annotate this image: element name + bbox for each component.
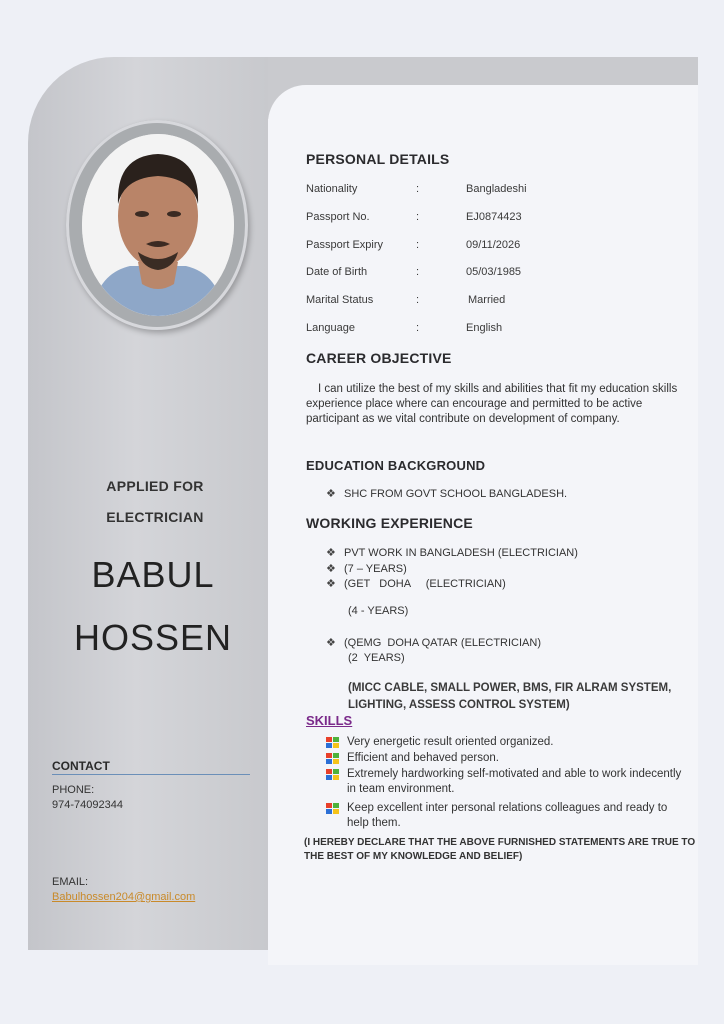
row-label: Nationality: [306, 183, 358, 195]
skill-text: Keep excellent inter personal relations colleagues and ready to help them.: [347, 802, 668, 829]
skill-text: Extremely hardworking self-motivated and able to work indecently in team environment.: [347, 768, 682, 795]
diamond-bullet-icon: ❖: [326, 637, 336, 649]
windows-flag-icon: [326, 803, 339, 814]
work-item-text: PVT WORK IN BANGLADESH (ELECTRICIAN): [344, 547, 578, 559]
career-objective-heading: CAREER OBJECTIVE: [306, 350, 452, 366]
row-value: Bangladeshi: [466, 183, 527, 195]
portrait-illustration: [82, 134, 234, 316]
first-name: BABUL: [91, 554, 215, 595]
contact-heading: CONTACT: [52, 759, 110, 773]
diamond-bullet-icon: ❖: [326, 488, 336, 500]
email-link[interactable]: Babulhossen204@gmail.com: [52, 891, 196, 903]
career-objective-text: I can utilize the best of my skills and abilities that fit my education skills experience place where can encourage and permitted to be active participant as we vital contribute on development of company.: [306, 383, 678, 425]
skill-item: [326, 735, 696, 750]
windows-flag-icon: [326, 753, 339, 764]
work-systems-note: (MICC CABLE, SMALL POWER, BMS, FIR ALRAM SYSTEM, LIGHTING, ASSESS CONTROL SYSTEM): [348, 682, 672, 711]
declaration-text: (I HEREBY DECLARE THAT THE ABOVE FURNISHED STATEMENTS ARE TRUE TO THE BEST OF MY KNOWLEDGE AND BELIEF): [304, 837, 696, 862]
working-experience-heading: WORKING EXPERIENCE: [306, 515, 473, 531]
diamond-bullet-icon: ❖: [326, 578, 336, 590]
work-item-text: (7 – YEARS): [344, 563, 407, 575]
row-label: Date of Birth: [306, 266, 368, 278]
work-item: [326, 636, 541, 649]
row-label: Language: [306, 322, 355, 334]
work-duration: (4 - YEARS): [348, 605, 409, 617]
work-item: [326, 562, 407, 575]
contact-divider: [52, 774, 250, 775]
diamond-bullet-icon: ❖: [326, 563, 336, 575]
skill-item: [326, 767, 696, 797]
row-value: EJ0874423: [466, 211, 522, 223]
row-value: English: [466, 322, 503, 334]
skill-text: Efficient and behaved person.: [347, 752, 499, 764]
phone-value: 974-74092344: [52, 799, 123, 811]
row-colon: :: [416, 239, 420, 251]
skills-heading: SKILLS: [306, 713, 353, 728]
row-label: Passport Expiry: [306, 239, 384, 251]
skill-item: [326, 801, 696, 831]
row-value: Married: [468, 294, 506, 306]
profile-photo: [82, 134, 234, 316]
education-text: SHC FROM GOVT SCHOOL BANGLADESH.: [344, 488, 568, 500]
row-colon: :: [416, 266, 420, 278]
row-value: 05/03/1985: [466, 266, 522, 278]
windows-flag-icon: [326, 769, 339, 780]
row-colon: :: [416, 322, 420, 334]
applied-for-label: APPLIED FOR: [106, 478, 204, 494]
email-label: EMAIL:: [52, 876, 89, 888]
education-item: [326, 487, 567, 500]
applied-for-position: ELECTRICIAN: [106, 509, 204, 525]
row-colon: :: [416, 294, 420, 306]
education-heading: EDUCATION BACKGROUND: [306, 458, 486, 473]
row-value: 09/11/2026: [466, 239, 521, 251]
personal-details-heading: PERSONAL DETAILS: [306, 151, 450, 167]
work-item: [326, 546, 578, 559]
row-colon: :: [416, 211, 420, 223]
row-label: Marital Status: [306, 294, 374, 306]
windows-flag-icon: [326, 737, 339, 748]
last-name: HOSSEN: [73, 617, 233, 658]
row-label: Passport No.: [306, 211, 370, 223]
work-item: [326, 577, 506, 590]
phone-label: PHONE:: [52, 784, 95, 796]
work-item-text: (QEMG DOHA QATAR (ELECTRICIAN): [344, 637, 541, 649]
work-item-text: (GET DOHA (ELECTRICIAN): [344, 578, 506, 590]
work-duration: (2 YEARS): [348, 652, 405, 664]
skill-item: [326, 751, 696, 766]
diamond-bullet-icon: ❖: [326, 547, 336, 559]
row-colon: :: [416, 183, 420, 195]
skill-text: Very energetic result oriented organized.: [347, 736, 554, 748]
